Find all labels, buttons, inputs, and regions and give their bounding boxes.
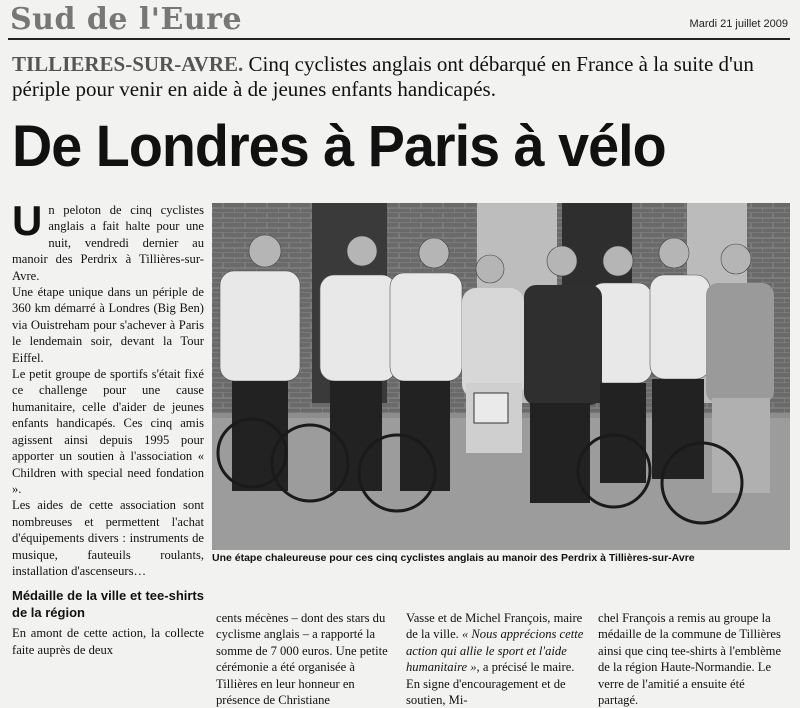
paragraph: En amont de cette action, la collecte faite auprès de deux (12, 626, 204, 657)
headline: De Londres à Paris à vélo (12, 114, 666, 179)
drop-cap: U (12, 197, 43, 244)
paragraph: chel François a remis au groupe la médaille de la commune de Tillières ainsi que cinq tee-shirts à l'emblème de la région Haute-Normandie. Le verre de l'amitié a ensuite été partagé. (598, 611, 782, 708)
kicker (12, 52, 792, 102)
paragraph: Le petit groupe de sportifs s'était fixé ce challenge pour une cause humanitaire, celle d'aider de jeunes enfants handicapés. Ces cinq amis agissent ainsi depuis 1995 pour apporter un soutien à l'association « Children with special need fondation ». (12, 367, 204, 496)
photo-caption: Une étape chaleureuse pour ces cinq cyclistes anglais au manoir des Perdrix à Tillières-sur-Avre (212, 552, 695, 564)
group-photo (212, 203, 790, 550)
section-title: Sud de l'Eure (10, 2, 243, 37)
header-rule (8, 38, 790, 40)
paragraph: Les aides de cette association sont nombreuses et permettent l'achat d'équipements divers : instruments de musique, fauteuils roulants, installation d'ascenseurs… (12, 498, 204, 578)
dateline-place: TILLIERES-SUR-AVRE. (12, 52, 244, 76)
subheading: Médaille de la ville et tee-shirts de la région (12, 588, 204, 621)
publication-date: Mardi 21 juillet 2009 (689, 18, 788, 30)
paragraph: n peloton de cinq cyclistes anglais a fait halte pour une nuit, vendredi dernier au manoir des Perdrix à Tillières-sur-Avre. (12, 203, 204, 283)
paragraph (406, 610, 590, 708)
photo-illustration (212, 203, 790, 550)
kicker-text: Cinq cyclistes anglais ont débarqué en France à la suite d'un périple pour venir en aide à de jeunes enfants handicapés. (12, 52, 754, 101)
paragraph: cents mécènes – dont des stars du cyclisme anglais – a rapporté la somme de 7 000 euros. Une petite cérémonie a été organisée à Tillières en leur honneur en présence de Christiane (216, 611, 388, 708)
article-column-3 (406, 610, 590, 708)
text-run: , a précisé le maire. En signe d'encouragement et de soutien, Mi- (406, 660, 575, 708)
article-column-4 (598, 610, 788, 708)
article-column-2 (216, 610, 396, 708)
paragraph: Une étape unique dans un périple de 360 km démarré à Londres (Big Ben) via Ouistreham pour s'achever à Paris le lendemain soir, devant la Tour Eiffel. (12, 285, 204, 365)
article-column-1 (12, 197, 204, 658)
text-run: Vasse et de Michel François, maire de la ville. (406, 611, 583, 642)
quote: « Nous apprécions cette action qui allie le sport et l'aide humanitaire » (406, 627, 584, 675)
